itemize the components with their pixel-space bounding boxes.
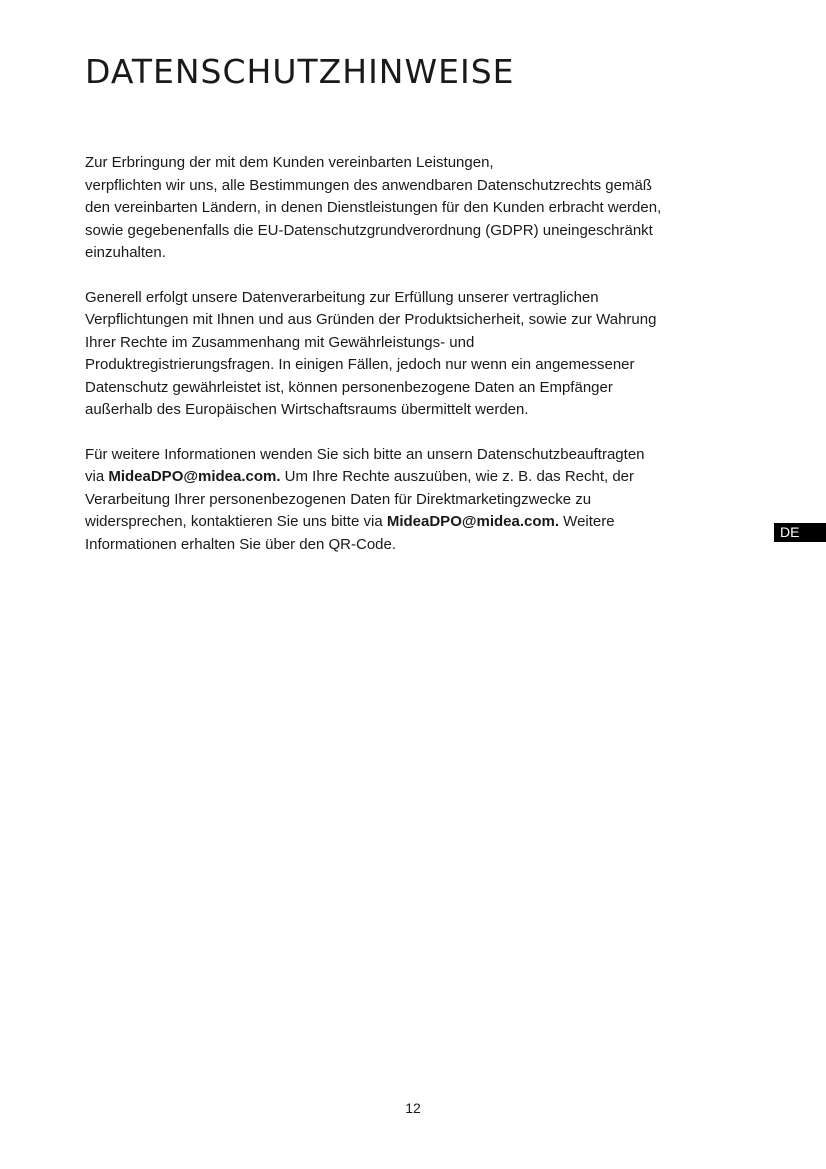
text-line: Verarbeitung Ihrer personenbezogenen Daten für Direktmarketingzwecke zu	[85, 490, 592, 508]
text-fragment: Weitere	[559, 513, 615, 530]
paragraph-contact-info	[85, 444, 785, 557]
page-title: DATENSCHUTZHINWEISE	[85, 52, 515, 91]
document-body	[85, 152, 785, 578]
text-line: den vereinbarten Ländern, in denen Dienstleistungen für den Kunden erbracht werden,	[85, 199, 662, 216]
email-link[interactable]: MideaDPO@midea.com.	[108, 468, 281, 485]
text-line	[85, 511, 785, 534]
text-fragment: Um Ihre Rechte auszuüben, wie z. B. das Recht, der	[280, 468, 635, 485]
text-line: Produktregistrierungsfragen. In einigen Fällen, jedoch nur wenn ein angemessener	[85, 356, 635, 373]
text-line	[85, 466, 785, 489]
text-fragment: widersprechen, kontaktieren Sie uns bitte via	[85, 513, 387, 530]
paragraph-service-obligations	[85, 152, 785, 265]
text-fragment: via	[85, 468, 109, 485]
text-line: Für weitere Informationen wenden Sie sich bitte an unsern Datenschutzbeauftragten	[85, 445, 645, 463]
text-line: Informationen erhalten Sie über den QR-Code.	[85, 535, 397, 553]
text-line: Ihrer Rechte im Zusammenhang mit Gewährleistungs- und	[85, 333, 475, 351]
text-line: Zur Erbringung der mit dem Kunden vereinbarten Leistungen,	[85, 154, 494, 171]
email-link[interactable]: MideaDPO@midea.com.	[386, 513, 560, 530]
text-line: außerhalb des Europäischen Wirtschaftsraums übermittelt werden.	[85, 401, 529, 418]
page-number: 12	[405, 1100, 421, 1116]
text-line: sowie gegebenenfalls die EU-Datenschutzgrundverordnung (GDPR) uneingeschränkt	[85, 221, 653, 239]
text-line: verpflichten wir uns, alle Bestimmungen des anwendbaren Datenschutzrechts gemäß	[85, 176, 652, 194]
paragraph-data-processing	[85, 287, 785, 422]
text-line: einzuhalten.	[85, 244, 166, 261]
text-line: Verpflichtungen mit Ihnen und aus Gründen der Produktsicherheit, sowie zur Wahrung	[85, 311, 657, 328]
text-line: Generell erfolgt unsere Datenverarbeitung zur Erfüllung unserer vertraglichen	[85, 288, 599, 306]
text-line: Datenschutz gewährleistet ist, können personenbezogene Daten an Empfänger	[85, 378, 613, 396]
language-tab: DE	[774, 523, 826, 542]
